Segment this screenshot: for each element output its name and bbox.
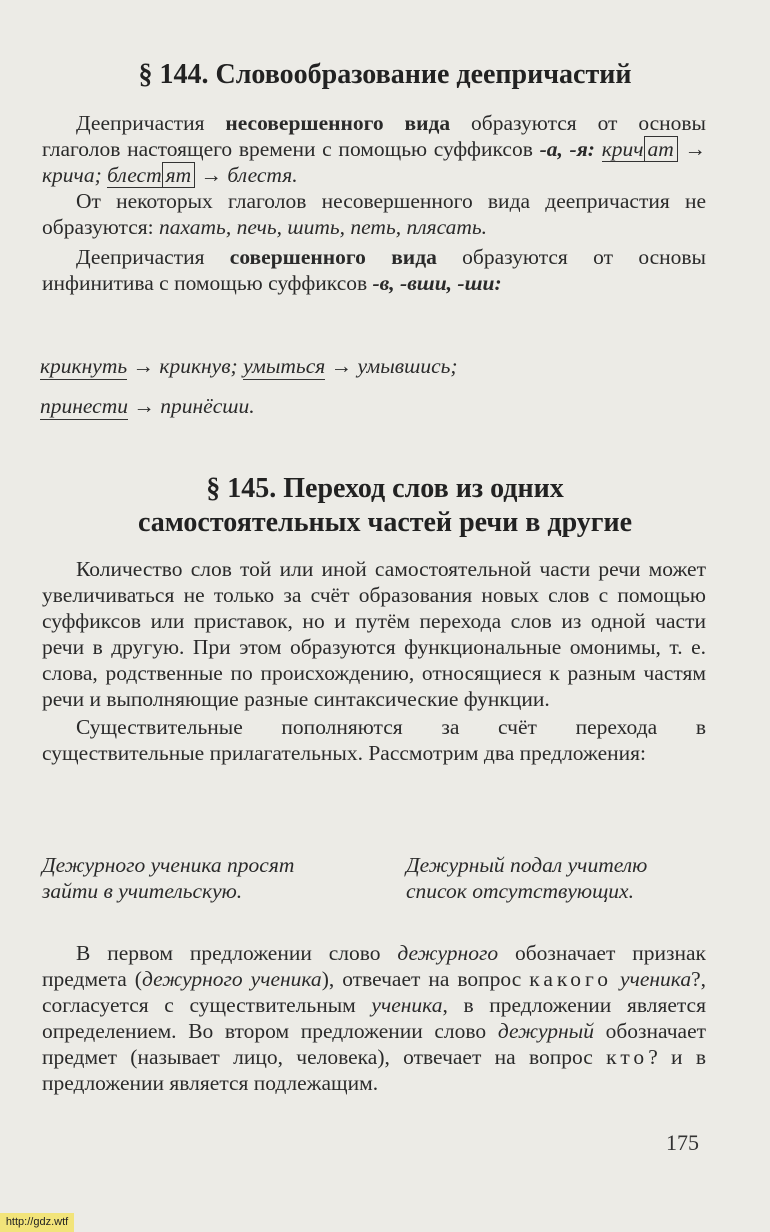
example-line-1: крикнуть → крикнув; умыться → умывшись; xyxy=(40,354,458,378)
suffix-box: ат xyxy=(644,136,678,162)
suffix-box: ят xyxy=(162,162,196,188)
page-number: 175 xyxy=(666,1130,699,1155)
example-line-2: принести → принёсши. xyxy=(40,394,255,418)
example-sentence-left: Дежурного ученика просят зайти в учительскую. xyxy=(42,853,295,903)
section-145-paragraph-3: В первом предложении слово дежурного обозначает признак предмета (дежурного ученика), отвечает на вопрос какого ученика?, согласуется с существительным ученика, в предложении является определением. Во втором предложении слово дежурный обозначает предмет (называет лицо, человека), отвечает на вопрос кто? и в предложении является подлежащим. xyxy=(42,941,707,1095)
watermark-link[interactable]: http://gdz.wtf xyxy=(0,1213,74,1232)
section-144-paragraph-1: Деепричастия несовершенного вида образуются от основы глаголов настоящего времени с помощью суффиксов -а, -я: крич ат → крича; блест ят → блестя. От некоторых глаголов несовершенного вида деепричастия не образуются: пахать, печь, шить, петь, плясать. Деепричастия совершенного вида образуются от основы инфинитива с помощью суффиксов -в, -вши, -ши: xyxy=(42,111,707,295)
section-144-title: § 144. Словообразование деепричастий xyxy=(138,59,632,90)
section-145-paragraphs: Количество слов той или иной самостоятельной части речи может увеличиваться не только за счёт образования новых слов с помощью суффиксов или приставок, но и путём перехода слов из одной части речи в другую. При этом образуются функциональные омонимы, т. е. слова, родственные по происхождению, относящиеся к разным частям речи и выполняющие разные синтаксические функции. Существительные пополняются за счёт перехода в существительные прилагательных. Рассмотрим два предложения: xyxy=(42,557,706,765)
section-145-title: § 145. Переход слов из одних самостоятельных частей речи в другие xyxy=(137,473,633,538)
example-sentence-right: Дежурный подал учителю список отсутствующих. xyxy=(406,853,648,903)
